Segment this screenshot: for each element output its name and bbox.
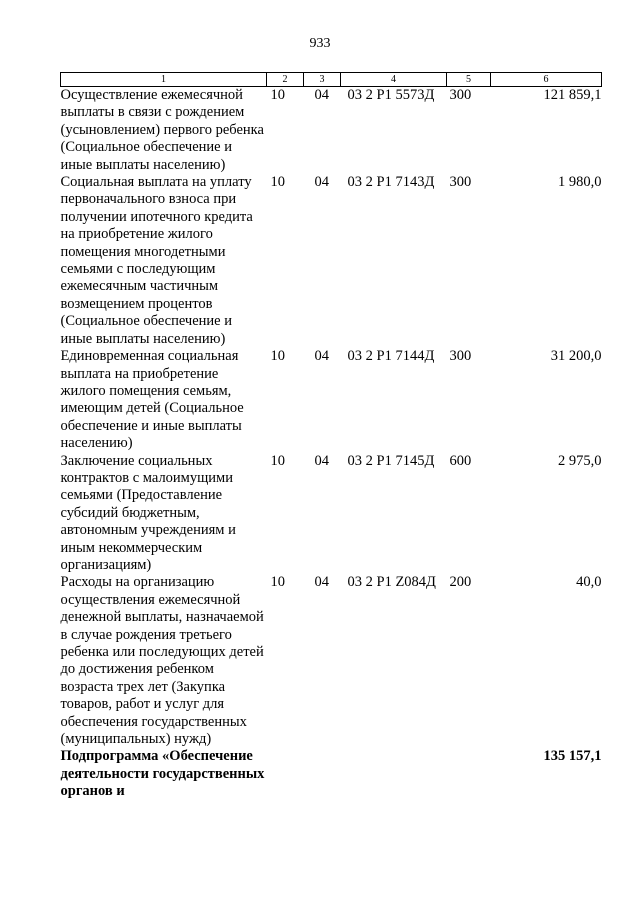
row-target-article: 03 2 P1 5573Д [347, 87, 435, 103]
row-name: Социальная выплата на уплату первоначального взноса при получении ипотечного кредита на приобретение жилого помещения многодетными семьями с последующим ежемесячным частичным возмещением процентов (Социальное обеспечение и иные выплаты населению) [60, 174, 253, 347]
row-expense-type: 200 [449, 574, 472, 591]
row-section: 10 [270, 452, 285, 469]
row-target-article: 03 2 P1 7143Д [347, 174, 435, 191]
column-number-4: 4 [341, 73, 447, 87]
table-row [61, 87, 602, 175]
column-number-1: 1 [61, 73, 267, 87]
row-amount: 1 980,0 [558, 174, 602, 191]
row-subsection: 04 [314, 174, 329, 191]
row-section: 10 [270, 87, 285, 103]
page-number: 933 [309, 36, 331, 51]
column-number-6: 6 [491, 73, 602, 87]
column-number-2: 2 [267, 73, 304, 87]
table-row [61, 174, 602, 348]
row-name: Расходы на организацию осуществления ежемесячной денежной выплаты, назначаемой в случае рождения третьего ребенка или последующих детей до достижения ребенком возраста трех лет (Закупка товаров, работ и услуг для обеспечения государственных (муниципальных) нужд) [60, 574, 264, 748]
row-expense-type: 300 [449, 87, 472, 103]
row-section: 10 [270, 174, 285, 191]
column-number-5: 5 [447, 73, 491, 87]
row-subsection: 04 [314, 348, 329, 365]
row-subsection: 04 [314, 452, 329, 469]
table-row [61, 348, 602, 452]
row-name: Единовременная социальная выплата на приобретение жилого помещения семьям, имеющим детей (Социальное обеспечение и иные выплаты населению) [60, 348, 244, 452]
row-target-article: 03 2 P1 7144Д [347, 348, 435, 365]
table-row [61, 574, 602, 748]
row-expense-type: 300 [449, 174, 472, 191]
table-row [61, 453, 602, 575]
row-name: Заключение социальных контрактов с малоимущими семьями (Предоставление субсидий бюджетным, автономным учреждениям и иным некоммерческим организациям) [60, 452, 236, 573]
subprogram-subtotal-row [61, 748, 602, 800]
row-section: 10 [270, 574, 285, 591]
row-amount: 121 859,1 [543, 87, 602, 103]
row-amount: 40,0 [576, 574, 602, 591]
subprogram-amount: 135 157,1 [543, 748, 602, 765]
row-section: 10 [270, 348, 285, 365]
row-expense-type: 300 [449, 348, 472, 365]
budget-table [60, 72, 602, 801]
row-expense-type: 600 [449, 452, 472, 469]
row-amount: 31 200,0 [550, 348, 602, 365]
row-target-article: 03 2 P1 7145Д [347, 452, 435, 469]
row-subsection: 04 [314, 574, 329, 591]
column-number-header-row [61, 73, 602, 87]
subprogram-title: Подпрограмма «Обеспечение деятельности государственных органов и [60, 748, 265, 800]
column-number-3: 3 [304, 73, 341, 87]
row-name: Осуществление ежемесячной выплаты в связи с рождением (усыновлением) первого ребенка (Социальное обеспечение и иные выплаты населению) [60, 87, 264, 173]
row-target-article: 03 2 P1 Z084Д [347, 574, 436, 591]
row-subsection: 04 [314, 87, 329, 103]
row-amount: 2 975,0 [558, 452, 602, 469]
